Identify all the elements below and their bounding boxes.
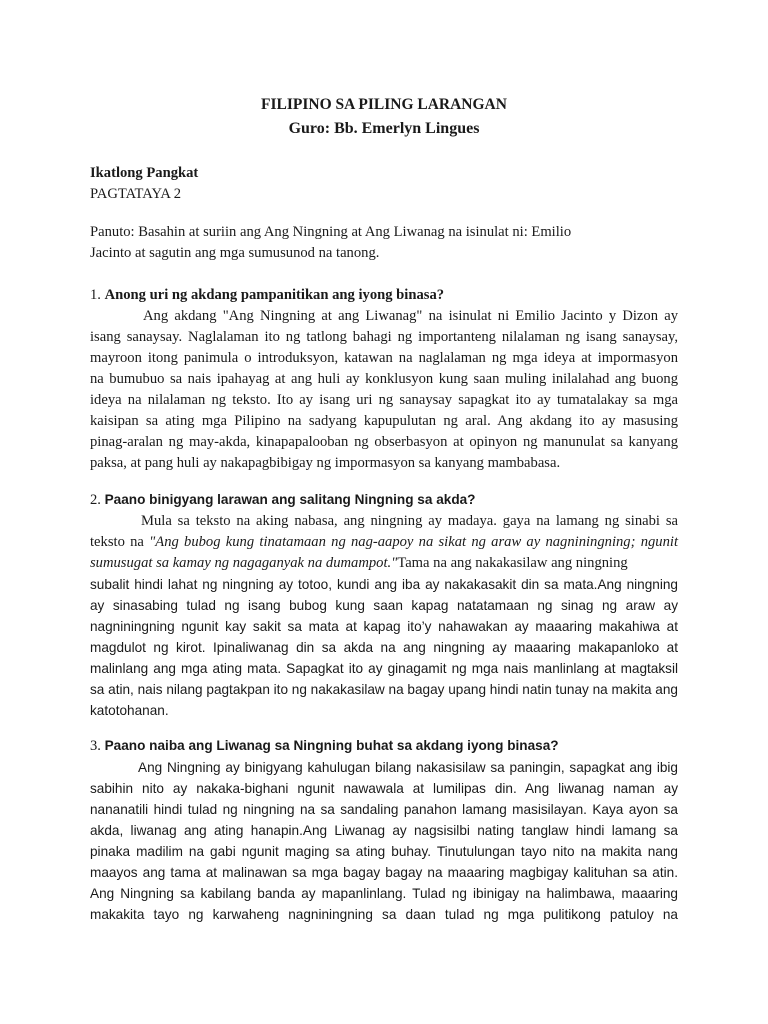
answer-line: Ang akdang "Ang Ningning at ang Liwanag" na isinulat ni Emilio Jacinto y Dizon ay — [143, 308, 678, 324]
instructions-line: Jacinto at sagutin ang mga sumusunod na tanong. — [90, 245, 380, 261]
answer-line: subalit hindi lahat ng ningning ay totoo, kundi ang iba ay nakakasakit din sa mata.Ang ningning — [90, 577, 678, 592]
question-1 — [90, 285, 678, 474]
answer-line: Ang Ningning ay binigyang kahulugan bilang nakasisilaw sa paningin, sapagkat ang ibig — [138, 760, 678, 775]
teacher-name: Guro: Bb. Emerlyn Lingues — [288, 120, 480, 137]
answer-line: Ang Ningning sa kabilang banda ay mapanlinlang. Tulad ng ibinigay na halimbawa, maaaring — [90, 886, 678, 901]
answer-line: paksa, at pang huli ay nakapagbibigay ng impormasyon sa kanyang mambabasa. — [90, 455, 561, 471]
answer-line: kaisipan sa ating mga Pilipino na sadyang kapupulutan ng aral. Ang akdang ito ay masusing — [90, 413, 678, 429]
group-name: Ikatlong Pangkat — [90, 165, 199, 181]
question-text: Paano naiba ang Liwanag sa Ningning buhat sa akdang iyong binasa? — [104, 738, 559, 753]
quoted-text: sumusugat sa kamay ng nagaganyak na dumampot." — [90, 555, 398, 571]
answer-line: sabihin nito ay nakaka-bighani ngunit nawawala at lumilipas din. Ang liwanag naman ay — [90, 781, 678, 796]
question-3-heading — [90, 735, 678, 757]
answer-prefix: teksto na — [90, 534, 150, 550]
question-1-heading — [90, 285, 678, 306]
group-info — [90, 163, 678, 205]
question-text: Anong uri ng akdang pampanitikan ang iyong binasa? — [104, 287, 445, 303]
question-number: 2. — [90, 492, 101, 508]
instructions — [90, 222, 678, 264]
instructions-line: Panuto: Basahin at suriin ang Ang Ningning at Ang Liwanag na isinulat ni: Emilio — [90, 224, 572, 240]
answer-line: Mula sa teksto na aking nabasa, ang ningning ay madaya. gaya na lamang ng sinabi sa — [141, 513, 678, 529]
answer-line — [90, 553, 678, 574]
course-title: FILIPINO SA PILING LARANGAN — [261, 96, 507, 113]
question-text: Paano binigyang larawan ang salitang Ningning sa akda? — [104, 492, 476, 507]
answer-line: isang sanaysay. Naglalaman ito ng tatlong bahagi ng importanteng nilalaman ng isang sanaysay, — [90, 329, 678, 345]
answer-line: katotohanan. — [90, 703, 169, 718]
answer-line: pinag-aralan ng may-akda, kinapapalooban ng obserbasyon at opinyon ng manunulat sa kanyang — [90, 434, 678, 450]
question-3 — [90, 735, 678, 925]
assessment-label: PAGTATAYA 2 — [90, 186, 182, 202]
answer-line: pinaka madilim na gabi ngunit maging sa ating buhay. Tinutulungan tayo nito na makita nang — [90, 844, 678, 859]
answer-line: magdulot ng kirot. Ipinaliwanag din sa akda na ang ningning ay maaaring makapanloko at — [90, 640, 678, 655]
answer-line: nananatili hindi tulad ng ningning na sa sandaling panahon lamang masisilayan. Kaya ayon sa — [90, 802, 678, 817]
quoted-text: "Ang bubog kung tinatamaan ng nag-aapoy na sikat ng araw ay nagniningning; ngunit — [149, 534, 678, 550]
answer-line: maayos ang tama at malinawan sa mga bagay bagay na maaaring magbigay kalituhan sa atin. — [90, 865, 678, 880]
answer-line: ay sinasabing tulad ng isang bubog kung saan kapag natatamaan ng sinag ng araw ay — [90, 598, 678, 613]
answer-line: na bumubuo sa nais ipahayag at ang huli ay konklusyon kung saan muling inilalahad ang buong — [90, 371, 678, 387]
question-number: 1. — [90, 287, 101, 303]
answer-line: nagniningning ngunit kay sakit sa mata at kapag ito’y nahawakan ay maaaring makahiwa at — [90, 619, 678, 634]
question-number: 3. — [90, 738, 101, 754]
answer-suffix: Tama na ang nakakasilaw ang ningning — [397, 555, 628, 571]
answer-line: sa atin, nais nilang pagtakpan ito ng nakakasilaw na bagay upang hindi natin tunay na makita ang — [90, 682, 678, 697]
answer-line: ideya na nilalaman ng teksto. Ito ay isang uri ng sanaysay sapagkat ito ay tumatalakay sa mga — [90, 392, 678, 408]
answer-line — [90, 532, 678, 553]
answer-line: mayroon itong panimula o introduksyon, katawan na naglalaman ng mga ideya at impormasyon — [90, 350, 678, 366]
answer-line: akda, liwanag ang ating hanapin.Ang Liwanag ay nagsisilbi nating tanglaw hindi lamang sa — [90, 823, 678, 838]
answer-line: malinlang ang mga ating mata. Sapagkat ito ay ginagamit ng mga nais manlinlang at magtaksil — [90, 661, 678, 676]
question-2 — [90, 489, 678, 721]
question-2-heading — [90, 489, 678, 511]
answer-line: makakita tayo ng karwaheng nagniningning sa daan tulad ng mga pulitikong patuloy na — [90, 907, 678, 922]
